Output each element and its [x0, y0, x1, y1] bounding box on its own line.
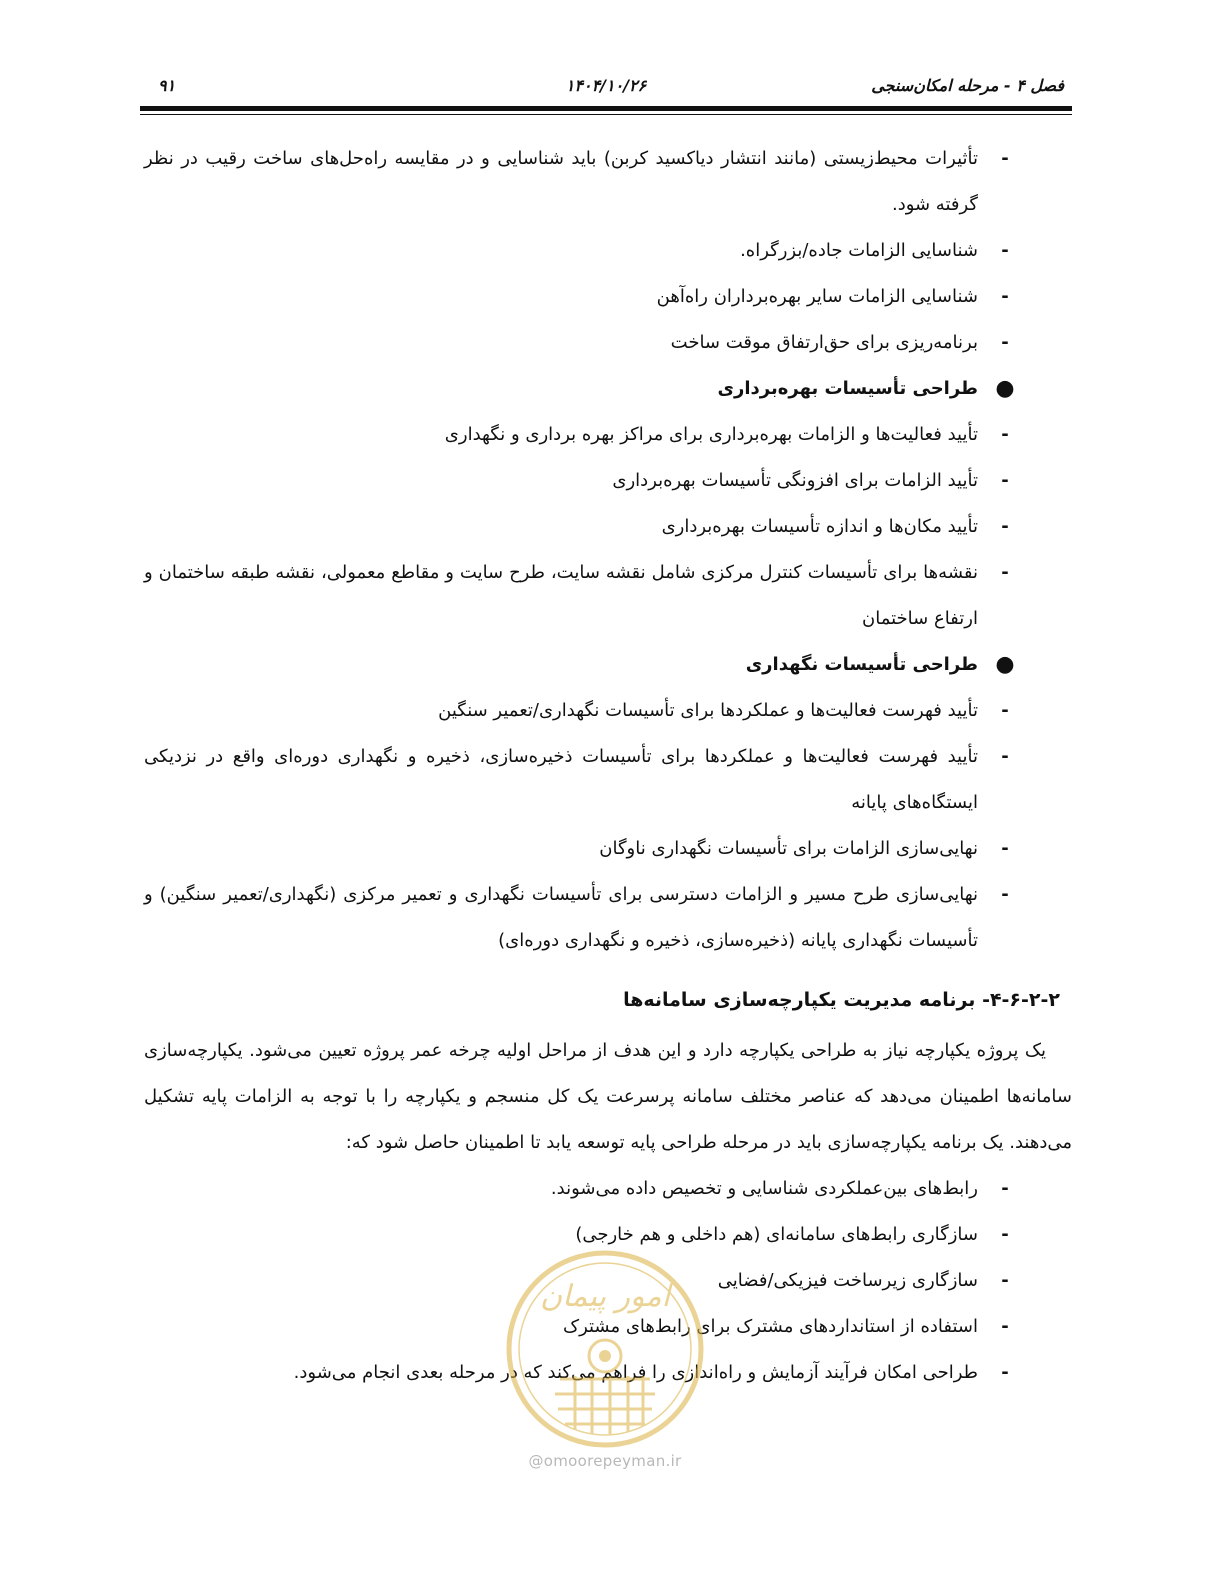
- list-item-text: تأیید فعالیت‌ها و الزامات بهره‌برداری برای مراکز بهره برداری و نگهداری: [444, 424, 978, 445]
- dash-bullet: -: [1001, 838, 1009, 859]
- page-header: [140, 76, 1072, 100]
- bullet-heading-maintenance: [144, 642, 1072, 688]
- dash-bullet: -: [1001, 240, 1009, 261]
- list-item-text: سازگاری زیرساخت فیزیکی/فضایی: [717, 1270, 978, 1291]
- dash-bullet: -: [1001, 332, 1009, 353]
- list-item: [144, 826, 1072, 872]
- heading-text: طراحی تأسیسات بهره‌برداری: [717, 378, 978, 399]
- list-item: [144, 504, 1072, 550]
- dash-bullet: -: [1001, 1362, 1009, 1383]
- list-item-text: رابط‌های بین‌عملکردی شناسایی و تخصیص داده می‌شوند.: [550, 1178, 978, 1199]
- list-item-text: شناسایی الزامات سایر بهره‌برداران راه‌آهن: [656, 286, 978, 307]
- header-rule-thick: [140, 106, 1072, 111]
- list-item: [144, 872, 1072, 964]
- list-item: [144, 320, 1072, 366]
- list-item: [144, 136, 1072, 228]
- list-item-text: تأیید الزامات برای افزونگی تأسیسات بهره‌برداری: [612, 470, 978, 491]
- dash-bullet: -: [1001, 286, 1009, 307]
- section-title: برنامه مدیریت یکپارچه‌سازی سامانه‌ها: [623, 989, 976, 1011]
- list-item: [144, 688, 1072, 734]
- list-item: [144, 550, 1072, 642]
- watermark-logo: [500, 1244, 710, 1474]
- dash-bullet: -: [1001, 1316, 1009, 1337]
- list-item: [144, 412, 1072, 458]
- chapter-title: فصل ۴ - مرحله امکان‌سنجی: [871, 76, 1064, 95]
- list-item-text: طراحی امکان فرآیند آزمایش و راه‌اندازی را فراهم می‌کند که در مرحله بعدی انجام می‌شود.: [293, 1362, 978, 1383]
- list-item: [144, 228, 1072, 274]
- dash-bullet: -: [1001, 470, 1009, 491]
- list-item: [144, 734, 1072, 826]
- dash-bullet: -: [1001, 746, 1009, 767]
- header-date: ۱۴۰۴/۱۰/۲۶: [565, 76, 647, 95]
- list-item-text: برنامه‌ریزی برای حق‌ارتفاق موقت ساخت: [670, 332, 978, 353]
- bullet-heading-operations: [144, 366, 1072, 412]
- dash-bullet: -: [1001, 1178, 1009, 1199]
- dot-bullet: ●: [995, 652, 1015, 677]
- list-item-text: تأیید فهرست فعالیت‌ها و عملکردها برای تأسیسات نگهداری/تعمیر سنگین: [438, 700, 978, 721]
- dash-bullet: -: [1001, 1270, 1009, 1291]
- dot-bullet: ●: [995, 376, 1015, 401]
- list-item-text: تأیید مکان‌ها و اندازه تأسیسات بهره‌برداری: [661, 516, 978, 537]
- list-item-text: تأثیرات محیط‌زیستی (مانند انتشار دیاکسید کربن) باید شناسایی و در مقایسه راه‌حل‌های ساخت رقیب در نظر گرفته شود.: [144, 148, 978, 215]
- dash-bullet: -: [1001, 1224, 1009, 1245]
- section-heading: [144, 976, 1072, 1024]
- dash-bullet: -: [1001, 424, 1009, 445]
- list-item-text: نهایی‌سازی الزامات برای تأسیسات نگهداری ناوگان: [599, 838, 978, 859]
- header-rule-thin: [140, 114, 1072, 115]
- list-item-text: نقشه‌ها برای تأسیسات کنترل مرکزی شامل نقشه سایت، طرح سایت و مقاطع معمولی، نقشه طبقه ساختمان و ارتفاع ساختمان: [144, 562, 978, 629]
- list-item-text: شناسایی الزامات جاده/بزرگراه.: [740, 240, 978, 261]
- watermark-url: @omoorepeyman.ir: [528, 1452, 682, 1470]
- section-paragraph: یک پروژه یکپارچه نیاز به طراحی یکپارچه دارد و این هدف از مراحل اولیه چرخه عمر پروژه تعیین می‌شود. یکپارچه‌سازی سامانه‌ها اطمینان می‌دهد که عناصر مختلف سامانه پرسرعت یک کل منسجم و یکپارچه را با توجه به الزامات پایه تشکیل می‌دهند. یک برنامه یکپارچه‌سازی باید در مرحله طراحی پایه توسعه یابد تا اطمینان حاصل شود که:: [144, 1040, 1072, 1153]
- heading-text: طراحی تأسیسات نگهداری: [745, 654, 978, 675]
- list-item-text: استفاده از استانداردهای مشترک برای رابط‌های مشترک: [562, 1316, 978, 1337]
- list-item: [144, 458, 1072, 504]
- list-item: [144, 274, 1072, 320]
- list-item-text: نهایی‌سازی طرح مسیر و الزامات دسترسی برای تأسیسات نگهداری و تعمیر مرکزی (نگهداری/تعمیر سنگین) و تأسیسات نگهداری پایانه (ذخیره‌سازی، ذخیره و نگهداری دوره‌ای): [144, 884, 978, 951]
- dash-bullet: -: [1001, 516, 1009, 537]
- svg-text:امور پیمان: امور پیمان: [540, 1279, 670, 1314]
- list-item-text: سازگاری رابط‌های سامانه‌ای (هم داخلی و هم خارجی): [575, 1224, 978, 1245]
- page-number: ۹۱: [158, 76, 176, 95]
- dash-bullet: -: [1001, 148, 1009, 169]
- dash-bullet: -: [1001, 700, 1009, 721]
- section-number: ۴-۶-۲-۲-: [982, 989, 1060, 1011]
- page-body: [144, 136, 1072, 1396]
- dash-bullet: -: [1001, 562, 1009, 583]
- list-item: [144, 1166, 1072, 1212]
- dash-bullet: -: [1001, 884, 1009, 905]
- list-item-text: تأیید فهرست فعالیت‌ها و عملکردها برای تأسیسات ذخیره‌سازی، ذخیره و نگهداری دوره‌ای واقع در نزدیکی ایستگاه‌های پایانه: [144, 746, 978, 813]
